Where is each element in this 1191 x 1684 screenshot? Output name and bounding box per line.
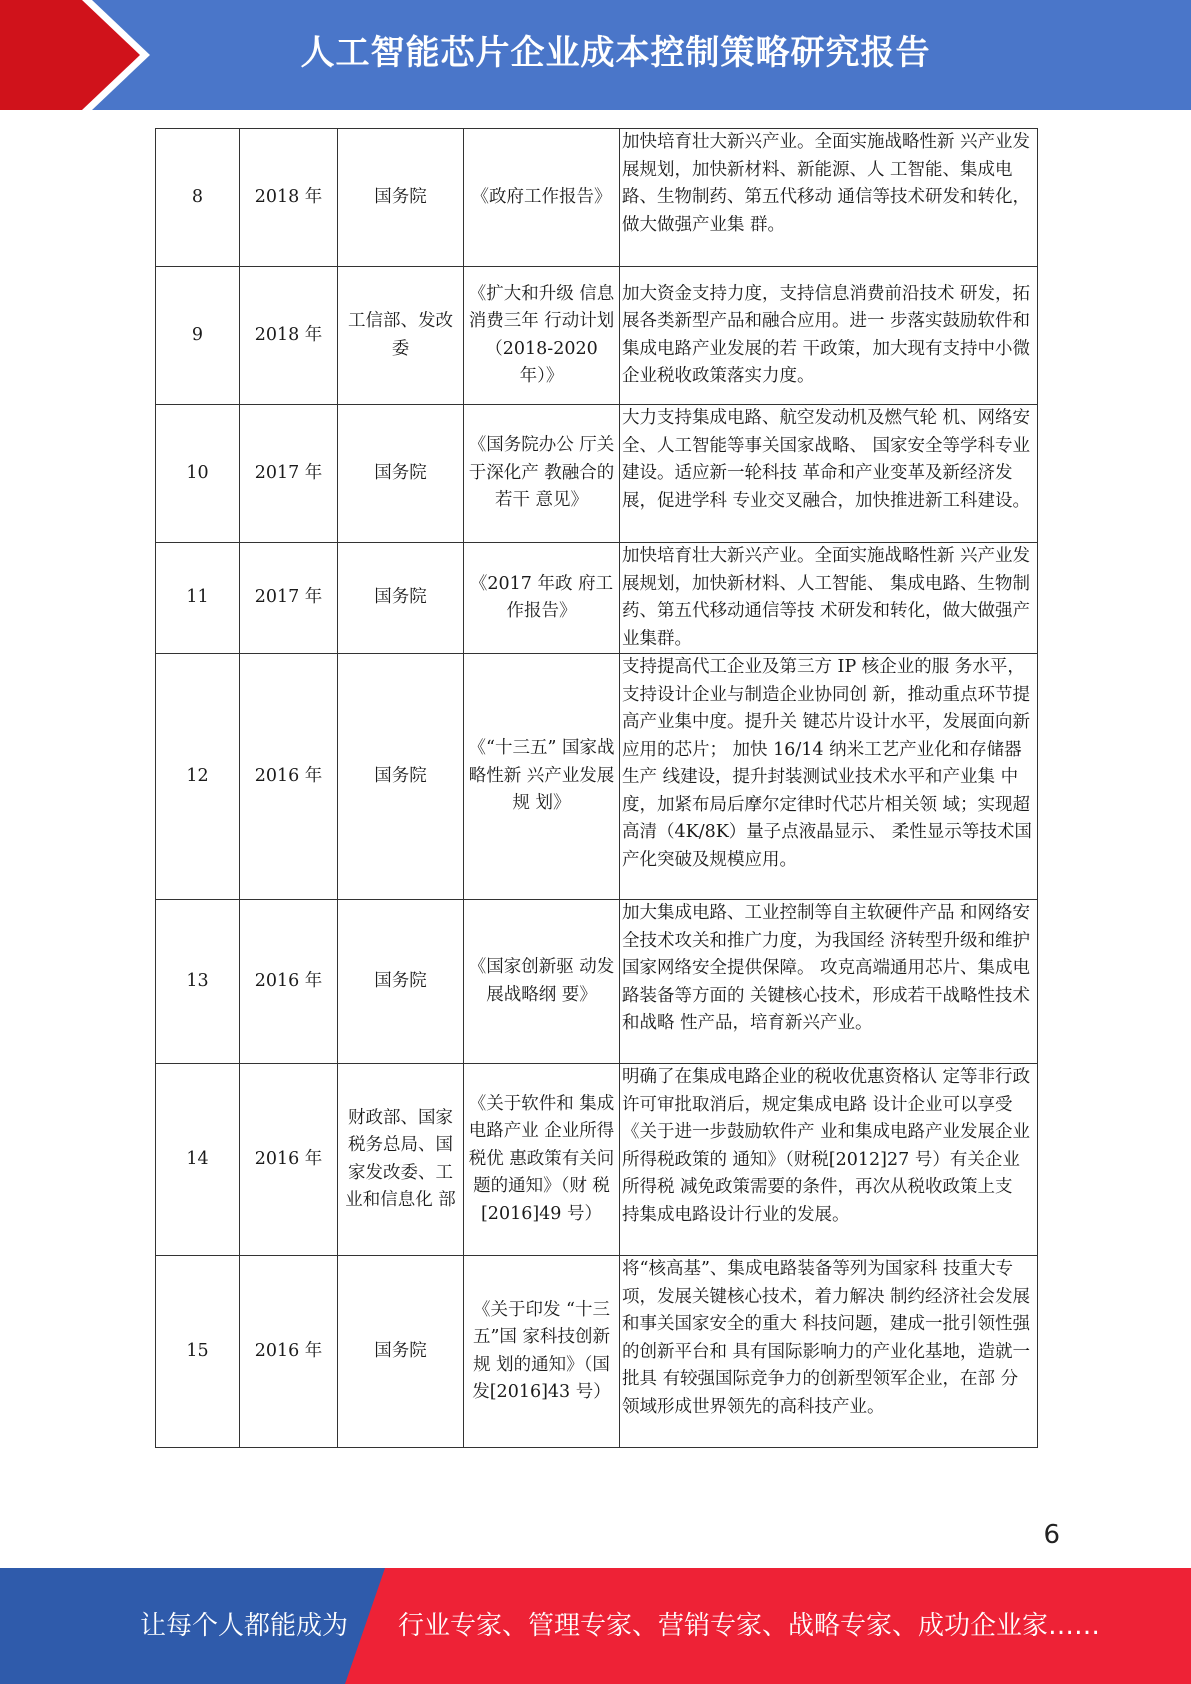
- row-number: 12: [156, 654, 240, 900]
- row-content: 加快培育壮大新兴产业。全面实施战略性新 兴产业发展规划，加快新材料、人工智能、 集成电路、生物制药、第五代移动通信等技 术研发和转化，做大做强产业集群。: [620, 543, 1038, 654]
- policy-table: [155, 128, 1038, 1448]
- row-document: 《政府工作报告》: [464, 129, 620, 267]
- row-year: 2016 年: [240, 1256, 338, 1448]
- row-document: 《“十三五” 国家战略性新 兴产业发展规 划》: [464, 654, 620, 900]
- table-row: [156, 654, 1038, 900]
- row-number: 10: [156, 405, 240, 543]
- row-number: 8: [156, 129, 240, 267]
- row-content: 支持提高代工企业及第三方 IP 核企业的服 务水平，支持设计企业与制造企业协同创 新，推动重点环节提高产业集中度。提升关 键芯片设计水平，发展面向新应用的芯片； 加快 16/14 纳米工艺产业化和存储器生产 线建设，提升封装测试业技术水平和产业集 中度，加紧布局后摩尔定律时代芯片相关领 域；实现超高清（4K/8K）量子点液晶显示、 柔性显示等技术国产化突破及规模应用。: [620, 654, 1038, 900]
- row-document: 《关于印发 “十三五”国 家科技创新规 划的通知》（国 发[2016]43 号）: [464, 1256, 620, 1448]
- row-content: 将“核高基”、集成电路装备等列为国家科 技重大专项，发展关键核心技术，着力解决 制约经济社会发展和事关国家安全的重大 科技问题，建成一批引领性强的创新平台和 具有国际影响力的产业化基地，造就一批具 有较强国际竞争力的创新型领军企业，在部 分领域形成世界领先的高科技产业。: [620, 1256, 1038, 1448]
- table-row: [156, 267, 1038, 405]
- row-department: 国务院: [338, 1256, 464, 1448]
- row-number: 15: [156, 1256, 240, 1448]
- page-footer: [0, 1568, 1191, 1684]
- report-title: 人工智能芯片企业成本控制策略研究报告: [300, 33, 931, 73]
- row-content: 明确了在集成电路企业的税收优惠资格认 定等非行政许可审批取消后，规定集成电路 设计企业可以享受《关于进一步鼓励软件产 业和集成电路产业发展企业所得税政策的 通知》（财税[2012]27 号）有关企业所得税 减免政策需要的条件，再次从税收政策上支 持集成电路设计行业的发展。: [620, 1064, 1038, 1256]
- row-year: 2018 年: [240, 267, 338, 405]
- row-department: 国务院: [338, 900, 464, 1064]
- row-document: 《扩大和升级 信息消费三年 行动计划（2018-2020 年）》: [464, 267, 620, 405]
- table-row: [156, 543, 1038, 654]
- table-row: [156, 1064, 1038, 1256]
- row-department: 国务院: [338, 654, 464, 900]
- policy-table-container: [155, 128, 1037, 1448]
- row-year: 2016 年: [240, 900, 338, 1064]
- row-department: 财政部、国家税务总局、国家发改委、工业和信息化 部: [338, 1064, 464, 1256]
- table-row: [156, 1256, 1038, 1448]
- row-year: 2016 年: [240, 1064, 338, 1256]
- row-document: 《关于软件和 集成电路产业 企业所得税优 惠政策有关问 题的通知》（财 税[2016]49 号）: [464, 1064, 620, 1256]
- row-content: 加快培育壮大新兴产业。全面实施战略性新 兴产业发展规划，加快新材料、新能源、人 工智能、集成电路、生物制药、第五代移动 通信等技术研发和转化，做大做强产业集 群。: [620, 129, 1038, 267]
- row-year: 2017 年: [240, 543, 338, 654]
- row-number: 14: [156, 1064, 240, 1256]
- row-document: 《2017 年政 府工作报告》: [464, 543, 620, 654]
- row-number: 11: [156, 543, 240, 654]
- page-header: [0, 0, 1191, 110]
- row-content: 大力支持集成电路、航空发动机及燃气轮 机、网络安全、人工智能等事关国家战略、 国家安全等学科专业建设。适应新一轮科技 革命和产业变革及新经济发展，促进学科 专业交叉融合，加快推进新工科建设。: [620, 405, 1038, 543]
- row-department: 国务院: [338, 543, 464, 654]
- table-row: [156, 129, 1038, 267]
- row-content: 加大资金支持力度，支持信息消费前沿技术 研发，拓展各类新型产品和融合应用。进一 步落实鼓励软件和集成电路产业发展的若 干政策，加大现有支持中小微企业税收政策落实力度。: [620, 267, 1038, 405]
- row-department: 工信部、发改委: [338, 267, 464, 405]
- row-document: 《国务院办公 厅关于深化产 教融合的若干 意见》: [464, 405, 620, 543]
- footer-slogan-right: 行业专家、管理专家、营销专家、战略专家、成功企业家……: [398, 1611, 1101, 1641]
- row-content: 加大集成电路、工业控制等自主软硬件产品 和网络安全技术攻关和推广力度，为我国经 济转型升级和维护国家网络安全提供保障。 攻克高端通用芯片、集成电路装备等方面的 关键核心技术，形成若干战略性技术和战略 性产品，培育新兴产业。: [620, 900, 1038, 1064]
- table-row: [156, 900, 1038, 1064]
- row-department: 国务院: [338, 405, 464, 543]
- row-document: 《国家创新驱 动发展战略纲 要》: [464, 900, 620, 1064]
- row-year: 2016 年: [240, 654, 338, 900]
- row-number: 13: [156, 900, 240, 1064]
- footer-slogan-left: 让每个人都能成为: [140, 1611, 349, 1641]
- table-row: [156, 405, 1038, 543]
- row-year: 2018 年: [240, 129, 338, 267]
- row-department: 国务院: [338, 129, 464, 267]
- row-number: 9: [156, 267, 240, 405]
- page-number: 6: [1043, 1520, 1060, 1550]
- row-year: 2017 年: [240, 405, 338, 543]
